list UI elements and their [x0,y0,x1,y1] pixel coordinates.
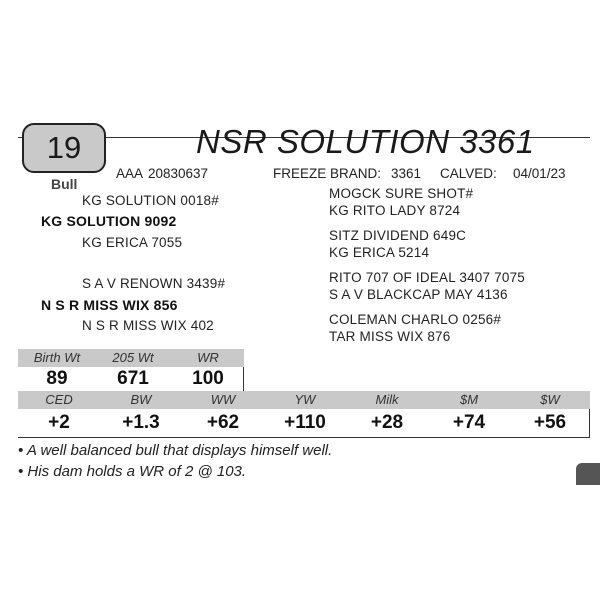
sex-label: Bull [51,176,78,192]
aaa-label: AAA [116,166,144,181]
sire-dam-sire: SITZ DIVIDEND 649C [329,228,467,243]
epd-header [18,391,590,409]
sire-sire: KG SOLUTION 0018# [82,193,219,208]
header-yw: YW [294,392,316,407]
value-yw: +110 [284,412,326,433]
calved-label: CALVED: [440,166,497,181]
value-milk: +28 [370,412,404,433]
value-dollar-m: +74 [452,412,486,433]
lot-number: 19 [46,130,82,165]
performance-header [18,349,244,367]
value-bw: +1.3 [122,412,160,433]
header-ww: WW [210,392,236,407]
header-dollar-m: $M [459,392,479,407]
header-bw: BW [130,392,152,407]
value-ww: +62 [206,412,240,433]
dam-dam: N S R MISS WIX 402 [82,318,214,333]
dam-dam-sire: COLEMAN CHARLO 0256# [329,312,502,327]
sire-dam: KG ERICA 7055 [82,235,183,250]
comment-2: • His dam holds a WR of 2 @ 103. [18,463,247,480]
header-205-wt: 205 Wt [112,350,154,365]
value-birth-wt: 89 [46,368,68,389]
performance-values [18,367,244,391]
dam-sire-sire: RITO 707 OF IDEAL 3407 7075 [329,270,526,285]
comment-1: • A well balanced bull that displays himself well. [18,442,333,459]
lot-badge [22,123,106,173]
dam: N S R MISS WIX 856 [41,297,178,313]
calved-value: 04/01/23 [513,166,566,181]
dam-dam-dam: TAR MISS WIX 876 [329,329,451,344]
header-ced: CED [45,392,73,407]
freeze-brand-value: 3361 [391,166,422,181]
value-dollar-w: +56 [533,412,567,433]
header-milk: Milk [375,392,399,407]
sire-dam-dam: KG ERICA 5214 [329,245,430,260]
sire: KG SOLUTION 9092 [41,213,177,229]
freeze-brand-label: FREEZE BRAND: [273,166,382,181]
value-205-wt: 671 [117,368,149,389]
value-wr: 100 [192,368,224,389]
header-birth-wt: Birth Wt [33,350,81,365]
sire-sire-sire: MOGCK SURE SHOT# [329,186,474,201]
page-corner-decoration [576,463,600,485]
sire-sire-dam: KG RITO LADY 8724 [329,203,461,218]
aaa-number: 20830637 [148,166,209,181]
animal-name: NSR SOLUTION 3361 [196,123,535,160]
header-wr: WR [197,350,219,365]
dam-sire: S A V RENOWN 3439# [82,276,226,291]
dam-sire-dam: S A V BLACKCAP MAY 4136 [329,287,508,302]
header-dollar-w: $W [540,392,560,407]
epd-values [18,409,590,438]
value-ced: +2 [48,412,70,433]
